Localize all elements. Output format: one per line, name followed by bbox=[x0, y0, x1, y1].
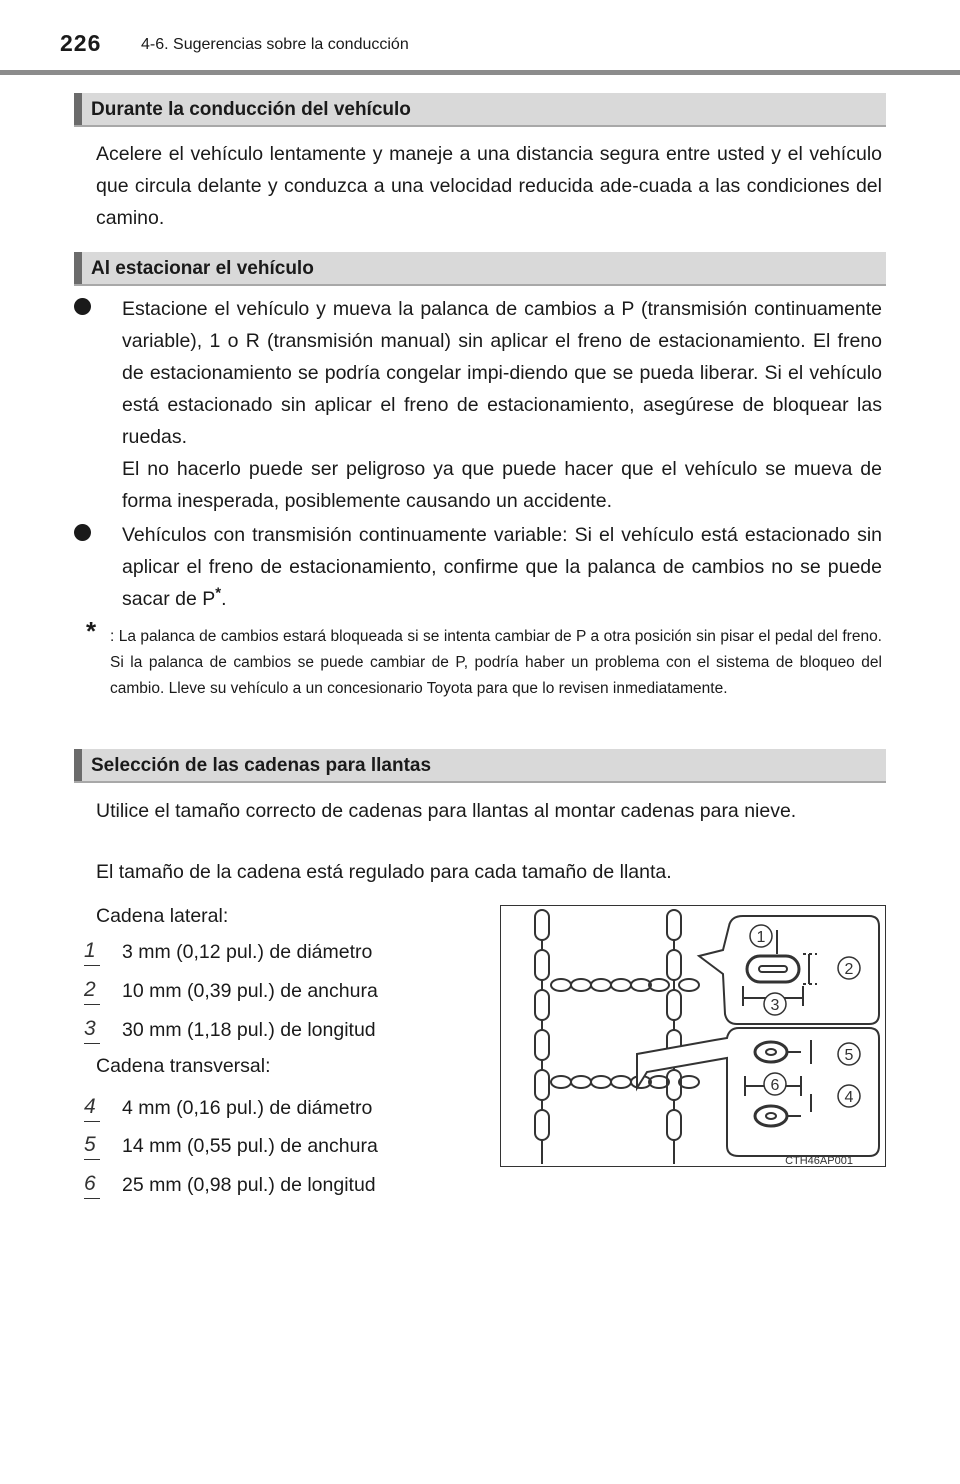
header-rule bbox=[0, 70, 960, 75]
cross-chain-lower bbox=[551, 1076, 699, 1088]
footnote-text: : La palanca de cambios estará bloqueada si se intenta cambiar de P a otra posición sin pisar el pedal del freno. Si la palanca de cambios se puede cambiar de P, podría haber un problema con el sistema de bloqueo del cambio. Lleve su vehículo a un concesionario Toyota para que lo revisen inmediatamente. bbox=[110, 628, 882, 697]
section-title: Durante la conducción del vehículo bbox=[91, 99, 411, 120]
section-heading-parking bbox=[74, 252, 886, 286]
callout-4: 4 bbox=[844, 1089, 854, 1106]
chapter-title: 4-6. Sugerencias sobre la conducción bbox=[141, 36, 409, 53]
spec-value: 25 mm (0,98 pul.) de longitud bbox=[122, 1174, 376, 1196]
driving-paragraph: Acelere el vehículo lentamente y maneje a una distancia segura entre usted y el vehículo que circula delante y conduzca a una velocidad reducida ade-cuada a las condiciones del camino. bbox=[96, 143, 882, 229]
parking-bullet-2 bbox=[74, 519, 882, 615]
spec-value: 3 mm (0,12 pul.) de diámetro bbox=[122, 941, 373, 963]
spec-number: 4 bbox=[84, 1095, 100, 1122]
bullet-text: Estacione el vehículo y mueva la palanca de cambios a P (transmisión continuamente variable), 1 o R (transmisión manual) sin aplicar el freno de estacionamiento. El freno de estacionamiento se podría congelar impi-diendo que se pueda liberar. Si el vehículo está estacionado sin aplicar el freno de estacionamiento, asegúrese de bloquear las ruedas. bbox=[122, 298, 882, 448]
side-chain-heading: Cadena lateral: bbox=[96, 905, 229, 927]
spec-item bbox=[84, 1172, 484, 1202]
spec-item bbox=[84, 1095, 484, 1125]
spec-value: 14 mm (0,55 pul.) de anchura bbox=[122, 1135, 378, 1157]
spec-number: 5 bbox=[84, 1133, 100, 1160]
callout-1: 1 bbox=[756, 929, 766, 946]
callout-3: 3 bbox=[770, 997, 780, 1014]
callout-5: 5 bbox=[844, 1047, 854, 1064]
cross-chain-heading: Cadena transversal: bbox=[96, 1055, 271, 1077]
cross-chain-upper bbox=[551, 979, 699, 991]
spec-value: 30 mm (1,18 pul.) de longitud bbox=[122, 1019, 376, 1041]
spec-item bbox=[84, 1133, 484, 1163]
left-side-chain bbox=[535, 910, 549, 1164]
footnote-ref: * bbox=[215, 584, 222, 602]
spec-number: 2 bbox=[84, 978, 100, 1005]
page-number: 226 bbox=[60, 30, 102, 56]
bullet-end: . bbox=[221, 588, 227, 610]
footnote-mark: * bbox=[86, 616, 97, 646]
bullet-dot bbox=[74, 524, 91, 541]
section-title: Al estacionar el vehículo bbox=[91, 258, 314, 279]
chain-drawing bbox=[535, 910, 879, 1164]
spec-number: 1 bbox=[84, 939, 100, 966]
tire-chain-figure bbox=[500, 905, 886, 1167]
callout-2: 2 bbox=[844, 961, 854, 978]
spec-number: 6 bbox=[84, 1172, 100, 1199]
figure-code: CTH46AP001 bbox=[785, 1155, 853, 1167]
section-heading-driving bbox=[74, 93, 886, 127]
parking-bullet-1 bbox=[74, 293, 882, 453]
heading-bar bbox=[74, 93, 82, 125]
spec-number: 3 bbox=[84, 1017, 100, 1044]
heading-bar bbox=[74, 749, 82, 781]
spec-item bbox=[84, 939, 484, 969]
bullet-text: El no hacerlo puede ser peligroso ya que puede hacer que el vehículo se mueva de forma inesperada, posiblemente causando un accidente. bbox=[122, 458, 882, 512]
bullet-dot bbox=[74, 298, 91, 315]
callout-6: 6 bbox=[770, 1077, 780, 1094]
bullet-text-main: Vehículos con transmisión continuamente variable: Si el vehículo está estacionado sin aplicar el freno de estacionamiento, confirme que la palanca de cambios no se puede sacar de P bbox=[122, 524, 882, 610]
spec-item bbox=[84, 978, 484, 1008]
section-heading-chains bbox=[74, 749, 886, 783]
chains-paragraph-2: El tamaño de la cadena está regulado para cada tamaño de llanta. bbox=[96, 861, 672, 883]
right-side-chain bbox=[667, 910, 681, 1164]
chains-paragraph-1: Utilice el tamaño correcto de cadenas para llantas al montar cadenas para nieve. bbox=[96, 800, 797, 822]
spec-value: 4 mm (0,16 pul.) de diámetro bbox=[122, 1097, 373, 1119]
tire-chain-illustration bbox=[501, 906, 887, 1168]
spec-item bbox=[84, 1017, 484, 1047]
parking-bullet-1-continued bbox=[74, 453, 882, 517]
spec-value: 10 mm (0,39 pul.) de anchura bbox=[122, 980, 378, 1002]
footnote bbox=[86, 616, 882, 702]
section-title: Selección de las cadenas para llantas bbox=[91, 755, 432, 776]
heading-bar bbox=[74, 252, 82, 284]
bullet-text bbox=[122, 519, 882, 615]
